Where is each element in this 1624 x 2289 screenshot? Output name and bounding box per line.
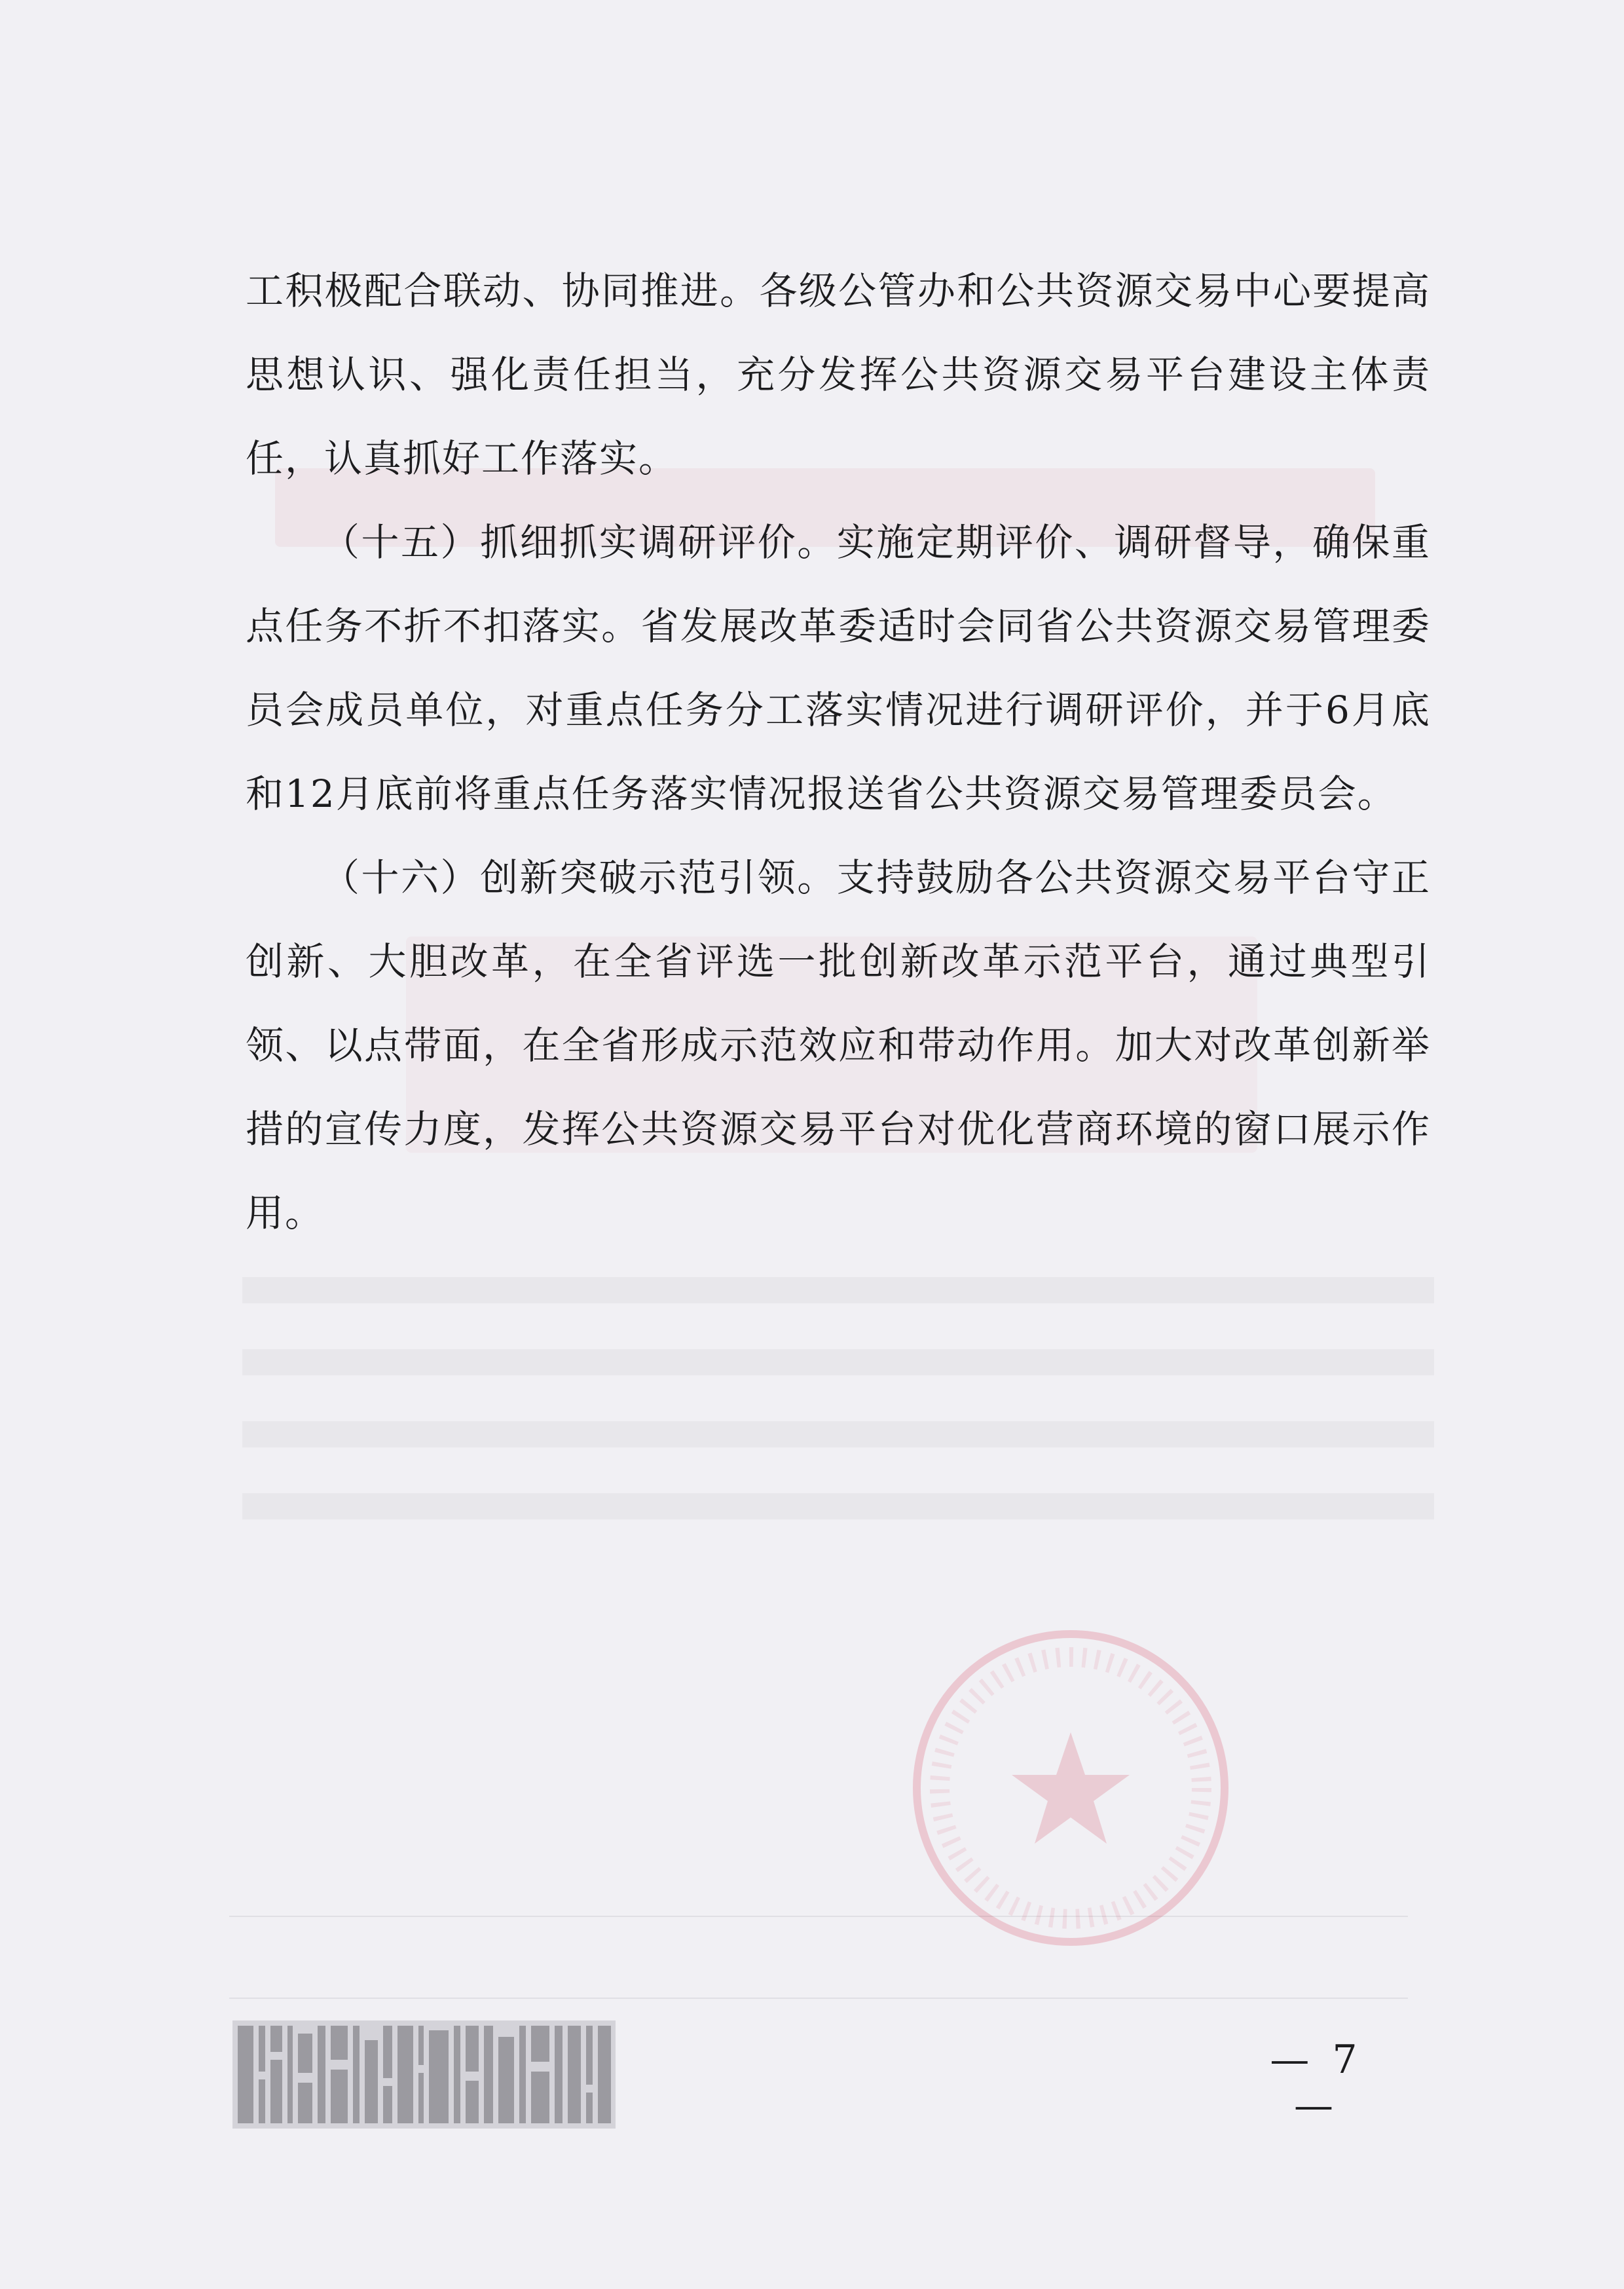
paragraph-15: （十五）抓细抓实调研评价。实施定期评价、调研督导，确保重点任务不折不扣落实。省发展改革委适时会同省公共资源交易管理委员会成员单位，对重点任务分工落实情况进行调研评价，并于6月底和12月底前将重点任务落实情况报送省公共资源交易管理委员会。 [246,520,1431,816]
qr-code-icon [232,2020,616,2129]
body-text [246,249,1431,1255]
paragraph-16: （十六）创新突破示范引领。支持鼓励各公共资源交易平台守正创新、大胆改革，在全省评选一批创新改革示范平台，通过典型引领、以点带面，在全省形成示范效应和带动作用。加大对改革创新举措的宣传力度，发挥公共资源交易平台对优化营商环境的窗口展示作用。 [246,855,1431,1235]
footer-rule-top [229,1916,1408,1917]
page-number: — 7 — [1270,2037,1363,2129]
footer-rule-bottom [229,1998,1408,1999]
paragraph-continuation: 工积极配合联动、协同推进。各级公管办和公共资源交易中心要提高思想认识、强化责任担当，充分发挥公共资源交易平台建设主体责任，认真抓好工作落实。 [246,269,1431,481]
bleed-through-lines [242,1277,1434,1519]
official-seal-icon [900,1618,1241,1958]
